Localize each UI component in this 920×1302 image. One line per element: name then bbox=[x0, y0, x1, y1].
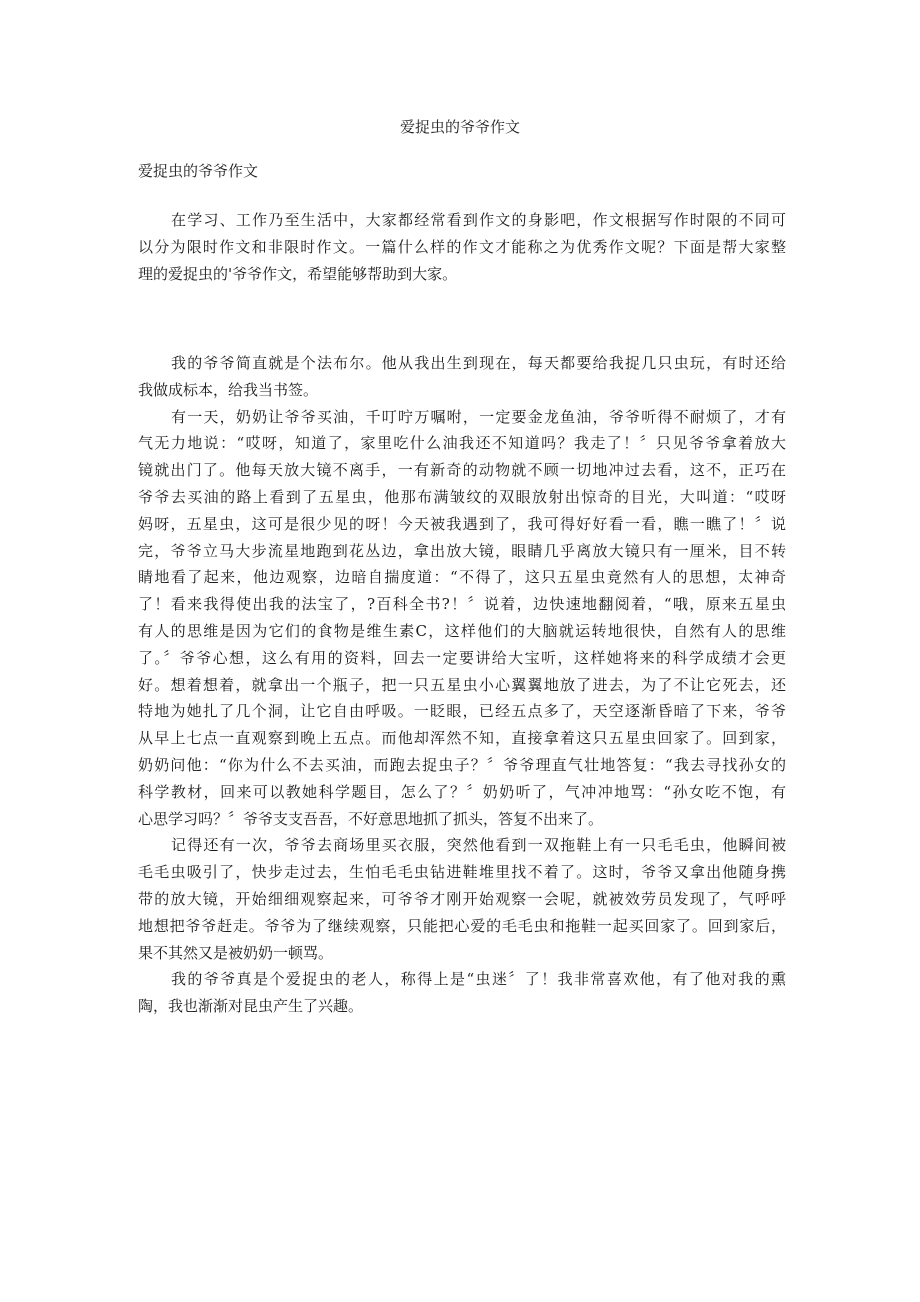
text-line: 了。〞爷爷心想，这么有用的资料，回去一定要讲给大宝听，这样她将来的科学成绩才会更 bbox=[138, 648, 786, 667]
text-line: 特地为她扎了几个洞，让它自由呼吸。一眨眼，已经五点多了，天空逐渐昏暗了下来，爷爷 bbox=[138, 702, 786, 721]
text-line: 从早上七点一直观察到晚上五点。而他却浑然不知，直接拿着这只五星虫回家了。回到家， bbox=[138, 729, 786, 748]
text-line: 完，爷爷立马大步流星地跑到花丛边，拿出放大镜，眼睛几乎离放大镜只有一厘米，目不转 bbox=[138, 541, 786, 560]
text-line: 以分为限时作文和非限时作文。一篇什么样的作文才能称之为优秀作文呢？下面是帮大家整 bbox=[138, 237, 786, 256]
text-line: 妈呀，五星虫，这可是很少见的呀！今天被我遇到了，我可得好好看一看，瞧一瞧了！〞说 bbox=[138, 514, 786, 533]
document-subtitle: 爱捉虫的爷爷作文 bbox=[138, 162, 259, 180]
text-line: 毛毛虫吸引了，快步走过去，生怕毛毛虫钻进鞋堆里找不着了。这时，爷爷又拿出他随身携 bbox=[138, 863, 786, 882]
text-line: 我的爷爷简直就是个法布尔。他从我出生到现在，每天都要给我捉几只虫玩，有时还给 bbox=[171, 354, 786, 372]
text-line: 记得还有一次，爷爷去商场里买衣服，突然他看到一双拖鞋上有一只毛毛虫，他瞬间被 bbox=[171, 836, 786, 855]
text-line: 我做成标本，给我当书签。 bbox=[138, 380, 319, 399]
text-line: 地想把爷爷赶走。爷爷为了继续观察，只能把心爱的毛毛虫和拖鞋一起买回家了。回到家后， bbox=[138, 916, 786, 935]
text-line: 气无力地说：“哎呀，知道了，家里吃什么油我还不知道吗？我走了！〞只见爷爷拿着放大 bbox=[138, 434, 786, 453]
text-line: 理的爱捉虫的'爷爷作文，希望能够帮助到大家。 bbox=[138, 264, 458, 283]
text-line: 科学教材，回来可以教她科学题目，怎么了？〞奶奶听了，气冲冲地骂：“孙女吃不饱，有 bbox=[138, 782, 786, 801]
text-line: 奶奶问他：“你为什么不去买油，而跑去捉虫子？〞爷爷理直气壮地答复：“我去寻找孙女的 bbox=[138, 755, 786, 774]
essay-body bbox=[138, 350, 786, 1020]
text-line: 有一天，奶奶让爷爷买油，千叮咛万嘱咐，一定要金龙鱼油，爷爷听得不耐烦了，才有 bbox=[171, 407, 786, 426]
text-line: 带的放大镜，开始细细观察起来，可爷爷才刚开始观察一会呢，就被效劳员发现了，气呼呼 bbox=[138, 889, 786, 908]
document-title: 爱捉虫的爷爷作文 bbox=[399, 118, 520, 136]
text-line: 爷爷去买油的路上看到了五星虫，他那布满皱纹的双眼放射出惊奇的目光，大叫道：“哎呀 bbox=[138, 487, 786, 506]
text-line: 好。想着想着，就拿出一个瓶子，把一只五星虫小心翼翼地放了进去，为了不让它死去，还 bbox=[138, 675, 786, 694]
text-line: 陶，我也渐渐对昆虫产生了兴趣。 bbox=[138, 997, 364, 1016]
text-line: 睛地看了起来，他边观察，边暗自揣度道：“不得了，这只五星虫竟然有人的思想，太神奇 bbox=[138, 568, 786, 587]
text-line: 在学习、工作乃至生活中，大家都经常看到作文的身影吧，作文根据写作时限的不同可 bbox=[171, 211, 786, 229]
text-line: 镜就出门了。他每天放大镜不离手，一有新奇的动物就不顾一切地冲过去看，这不，正巧在 bbox=[138, 461, 786, 480]
intro-paragraph bbox=[138, 207, 786, 287]
text-line: 果不其然又是被奶奶一顿骂。 bbox=[138, 943, 334, 962]
text-line: 我的爷爷真是个爱捉虫的老人，称得上是“虫迷〞了！我非常喜欢他，有了他对我的熏 bbox=[171, 970, 786, 989]
text-line: 了！看来我得使出我的法宝了，?百科全书?！〞说着，边快速地翻阅着，“哦，原来五星虫 bbox=[138, 595, 786, 614]
text-line: 心思学习吗？〞爷爷支支吾吾，不好意思地抓了抓头，答复不出来了。 bbox=[138, 809, 604, 828]
text-line: 有人的思维是因为它们的食物是维生素C，这样他们的大脑就运转地很快，自然有人的思维 bbox=[138, 621, 786, 640]
